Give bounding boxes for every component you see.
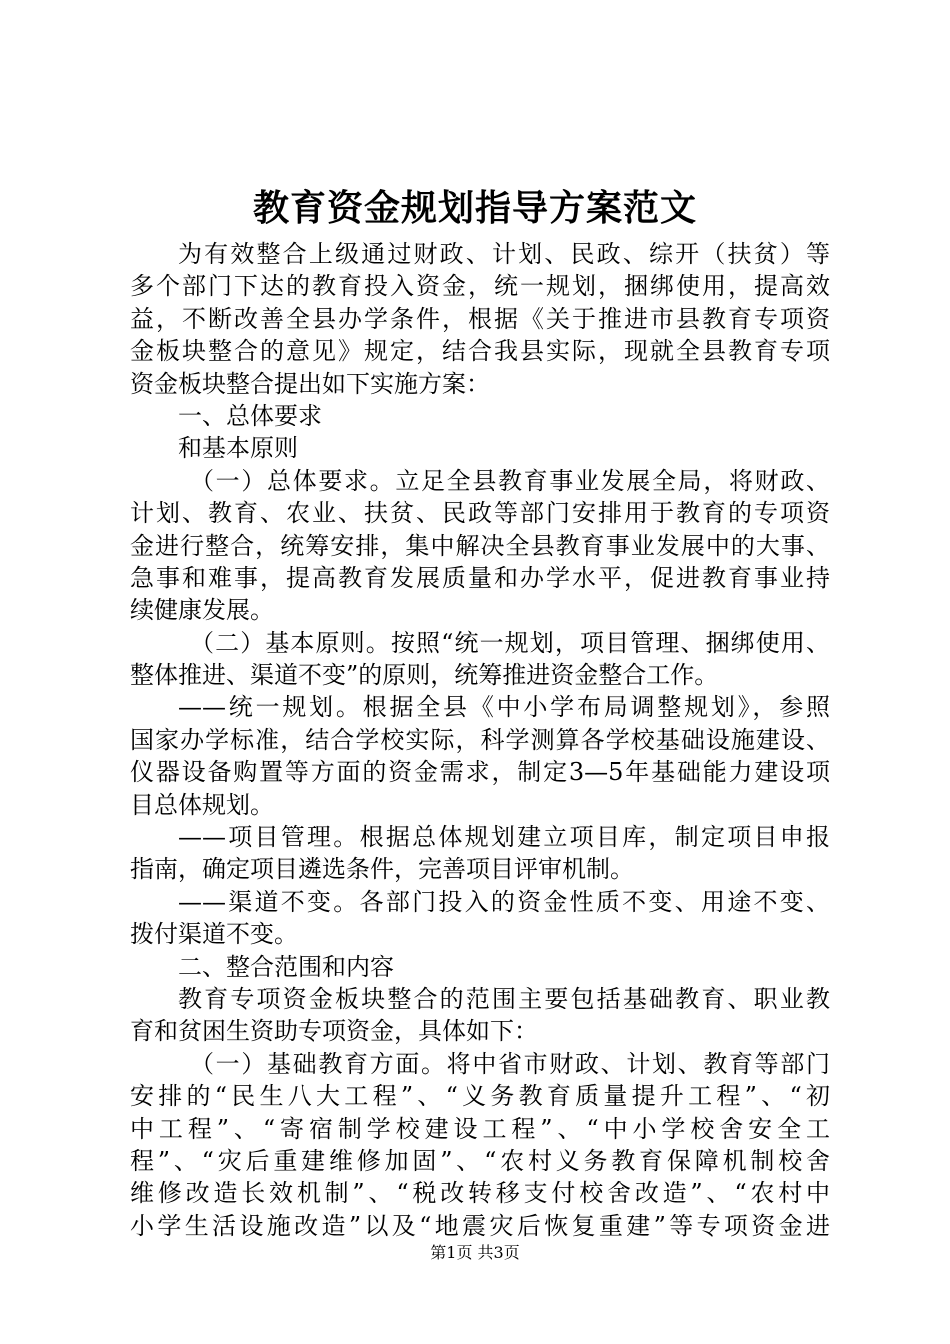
text-line: 续健康发展。 — [130, 596, 274, 625]
text-line: 为有效整合上级通过财政、计划、民政、综开（扶贫）等 — [178, 240, 830, 268]
text-line: 小学生活设施改造”以及“地震灾后恢复重建”等专项资金进 — [130, 1211, 830, 1240]
text-line: （二）基本原则。按照“统一规划，项目管理、捆绑使用、 — [190, 628, 830, 657]
text-line: ——项目管理。根据总体规划建立项目库，制定项目申报 — [178, 823, 830, 852]
text-line: （一）总体要求。立足全县教育事业发展全局，将财政、 — [190, 466, 830, 495]
text-line: 金板块整合的意见》规定，结合我县实际，现就全县教育专项 — [130, 337, 830, 366]
text-line: 和基本原则 — [178, 434, 298, 463]
text-line: 计划、教育、农业、扶贫、民政等部门安排用于教育的专项资 — [130, 499, 830, 528]
text-line: 育和贫困生资助专项资金，具体如下： — [130, 1017, 538, 1046]
text-line: 二、整合范围和内容 — [178, 952, 394, 981]
text-line: 仪器设备购置等方面的资金需求，制定3—5年基础能力建设项 — [130, 758, 830, 787]
text-line: 指南，确定项目遴选条件，完善项目评审机制。 — [130, 855, 634, 884]
text-line: 资金板块整合提出如下实施方案： — [130, 369, 490, 398]
text-line: 维修改造长效机制”、“税改转移支付校舍改造”、“农村中 — [130, 1179, 830, 1208]
document-title: 教育资金规划指导方案范文 — [252, 187, 697, 229]
text-line: 金进行整合，统筹安排，集中解决全县教育事业发展中的大事、 — [130, 531, 830, 560]
text-line: 中工程”、“寄宿制学校建设工程”、“中小学校舍安全工 — [130, 1114, 830, 1143]
text-line: 程”、“灾后重建维修加固”、“农村义务教育保障机制校舍 — [130, 1146, 830, 1175]
text-line: 整体推进、渠道不变”的原则，统筹推进资金整合工作。 — [130, 661, 719, 690]
text-line: 急事和难事，提高教育发展质量和办学水平，促进教育事业持 — [130, 563, 830, 592]
text-line: 目总体规划。 — [130, 790, 274, 819]
text-line: 多个部门下达的教育投入资金，统一规划，捆绑使用，提高效 — [130, 272, 830, 301]
document-body — [130, 238, 830, 1242]
text-line: 一、总体要求 — [178, 401, 322, 430]
text-line: 拨付渠道不变。 — [130, 920, 298, 949]
text-line: 教育专项资金板块整合的范围主要包括基础教育、职业教 — [178, 984, 830, 1013]
page-footer: 第1页 共3页 — [430, 1243, 520, 1262]
text-line: 国家办学标准，结合学校实际，科学测算各学校基础设施建设、 — [130, 725, 830, 754]
text-line: （一）基础教育方面。将中省市财政、计划、教育等部门 — [190, 1049, 830, 1078]
text-line: ——渠道不变。各部门投入的资金性质不变、用途不变、 — [178, 887, 830, 916]
text-line: 益，不断改善全县办学条件，根据《关于推进市县教育专项资 — [130, 304, 830, 333]
text-line: 安排的“民生八大工程”、“义务教育质量提升工程”、“初 — [130, 1082, 830, 1111]
text-line: ——统一规划。根据全县《中小学布局调整规划》，参照 — [178, 693, 830, 722]
